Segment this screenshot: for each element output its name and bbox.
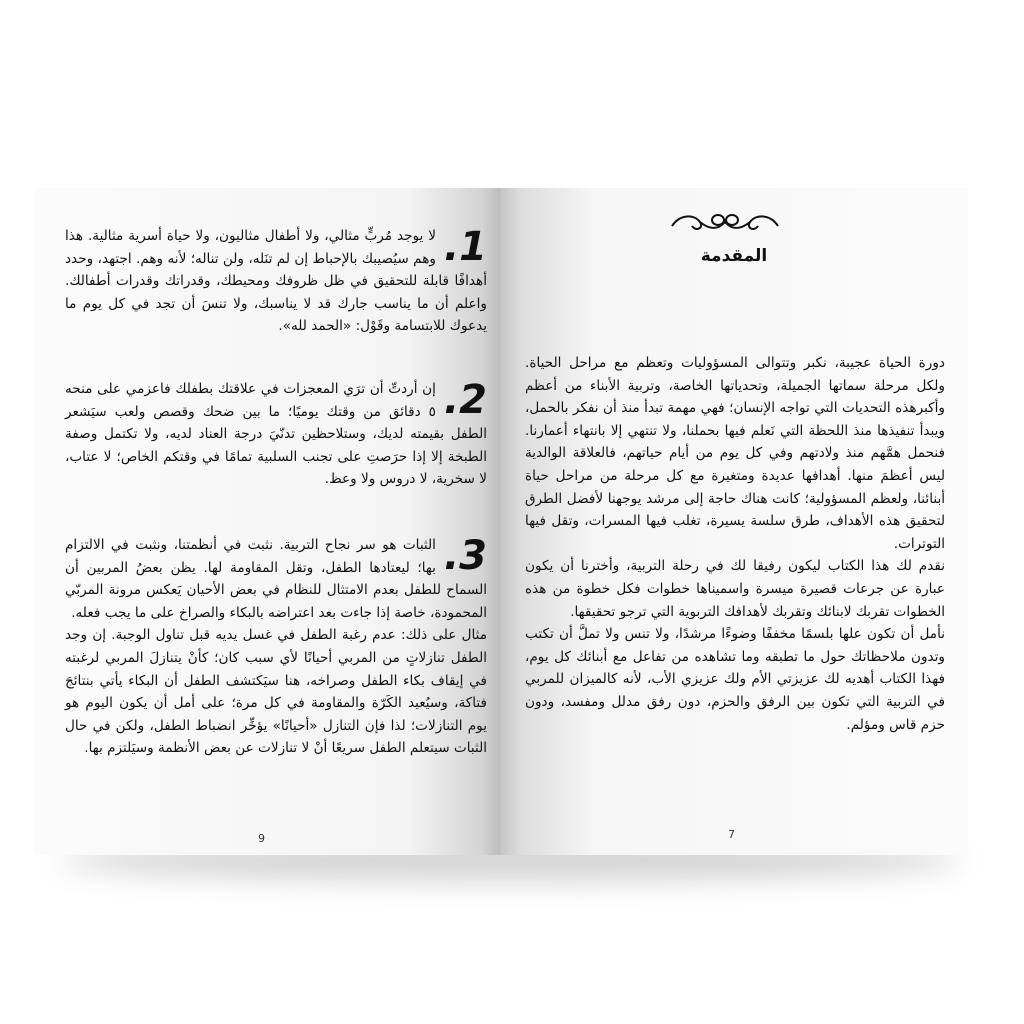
step-text: الثبات هو سر نجاح التربية. نثبت في أنظمتنا، ونثبت في الالتزام بها؛ ليعتادها الطفل، وتقل المقاومة لها. يظن بعضُ المربين أن السماح للطفل بعدم الامتثال للنظام في بعض الأحيان يَعكس مرونة المربّي المحمودة، خاصة إذا جاءت بعد اعتراضه بالبكاء والصراخ على ما يجب فعله.: [65, 537, 487, 621]
step-3: [65, 534, 487, 760]
introduction-text: [525, 352, 945, 736]
page-number: 7: [728, 828, 735, 841]
right-page: [500, 188, 968, 855]
step-1: [65, 225, 487, 338]
ornament-icon: [670, 208, 780, 238]
step-number: 2.: [443, 377, 487, 423]
page-title: المقدمة: [700, 246, 768, 266]
paragraph: نقدم لك هذا الكتاب ليكون رفيقا لك في رحلة التربية، وأخترنا أن يكون عبارة عن جرعات قصيرة ميسرة واسميناها خطوات فكل خطوة من هذه الخطوات تقربك لابنائك وتقربك لأهدافك التربوية التي ترجو تحقيقها.: [525, 558, 945, 620]
step-number: 3.: [443, 533, 487, 579]
left-page: [35, 188, 500, 855]
step-text: إن أردتِّ أن ترَي المعجزات في علاقتك بطفلك فاعزمي على منحه ٥ دقائق من وقتك يوميًا؛ ما بين ضحك وقصص ولعب سيَشعر الطفل بقيمته لديك، وستلاحظين تدنّيَ درجة العناد لديه، ولا تكتمل وصفة الطبخة إلا إذا حرَصتِ على تجنب السلبية تمامًا في وقتكم الخاص؛ لا عتاب، لا سخرية، لا دروس ولا وعظ.: [65, 381, 487, 488]
step-number: 1.: [443, 224, 487, 270]
page-number: 9: [258, 832, 265, 845]
step-text: لا يوجد مُربٍّ مثالي، ولا أطفال مثاليون، ولا حياة أسرية مثالية. هذا وهم سيُصيبك بالإحباط إن لم تنَله، ولن تناله؛ لأنه وهم. اجتهد، وحدد أهدافًا قابلة للتحقيق في ظل ظروفك ومحيطك، وقدراتك وقدرات أطفالك. واعلم أن ما يناسب جارك قد لا يناسبك، ولا تنسَ أن تجد في كل يوم ما يدعوك للابتسامة وقَوْل: «الحمد لله».: [65, 228, 487, 335]
step-text-example: مثال على ذلك: عدم رغبة الطفل في غسل يديه قبل تناول الوجبة. إن وجد الطفل تنازلاتٍ من المربي أحيانًا لأي سبب كان؛ كأنْ يتنازلَ المربي لرغبته في إيقاف بكاء الطفل وصراخه، هنا سيَكتشف الطفل أن البكاء يأتي بنتائجَ فتاكة، وسيُعيد الكَرّة والمقاومة في كل مرة؛ على أمل أن يكون اليوم هو يوم التنازلات؛ لذا فإن التنازل «أحيانًا» يؤخِّر انضباط الطفل، ولكن في حال الثبات سيتعلم الطفل سريعًا أنْ لا تنازلات عن بعض الأنظمة وسيَلتزم بها.: [65, 627, 487, 757]
step-2: [65, 378, 487, 491]
paragraph: دورة الحياة عجيبة، نكبر وتتوالى المسؤوليات وتعظم مع مراحل الحياة. ولكل مرحلة سماتها الجميلة، وتحدياتها الخاصة، وتربية الأبناء من أعظم وأكبرهذه التحديات التي تواجه الإنسان؛ فهي مهمة تبدأ منذ أن نفكر بالحمل، ويبدأ تنفيذها منذ اللحظة التي نَعلم فيها بحملنا، ولا تنتهي إلا بانتهاء أعمارنا. فنحمل همَّهم منذ ولادتهم وفي كل يوم من أيام حياتهم، فالعلاقة الوالدية ليس أعظمَ منها. أهدافها عديدة ومتغيرة مع كل مرحلة من مراحل حياة أبنائنا، ولعظم المسؤولية؛ كانت هناك حاجة إلى مرشد يوجهنا لأفضل الطرق لتحقيق هذه الأهداف، طرق سلسة يسيرة، تغلب فيها المسرات، وتقل فيها التوترات.: [525, 355, 945, 552]
paragraph: نأمل أن تكون علها بلسمًا مخففًا وضوءًا مرشدًا، ولا تنس ولا تملَّ أن تكتب وتدون ملاحظاتك حول ما تطبقه وما تشاهده من تفاعل مع أبنائك كل يوم، فهذا الكتاب أهديه لك عزيزتي الأم ولك عزيزي الأب، لأنه كالميزان للمربي في التربية التي تكون بين الرفق والحزم، دون رفق مدلل ومفسد، ودون حزم قاس ومؤلم.: [525, 626, 945, 733]
